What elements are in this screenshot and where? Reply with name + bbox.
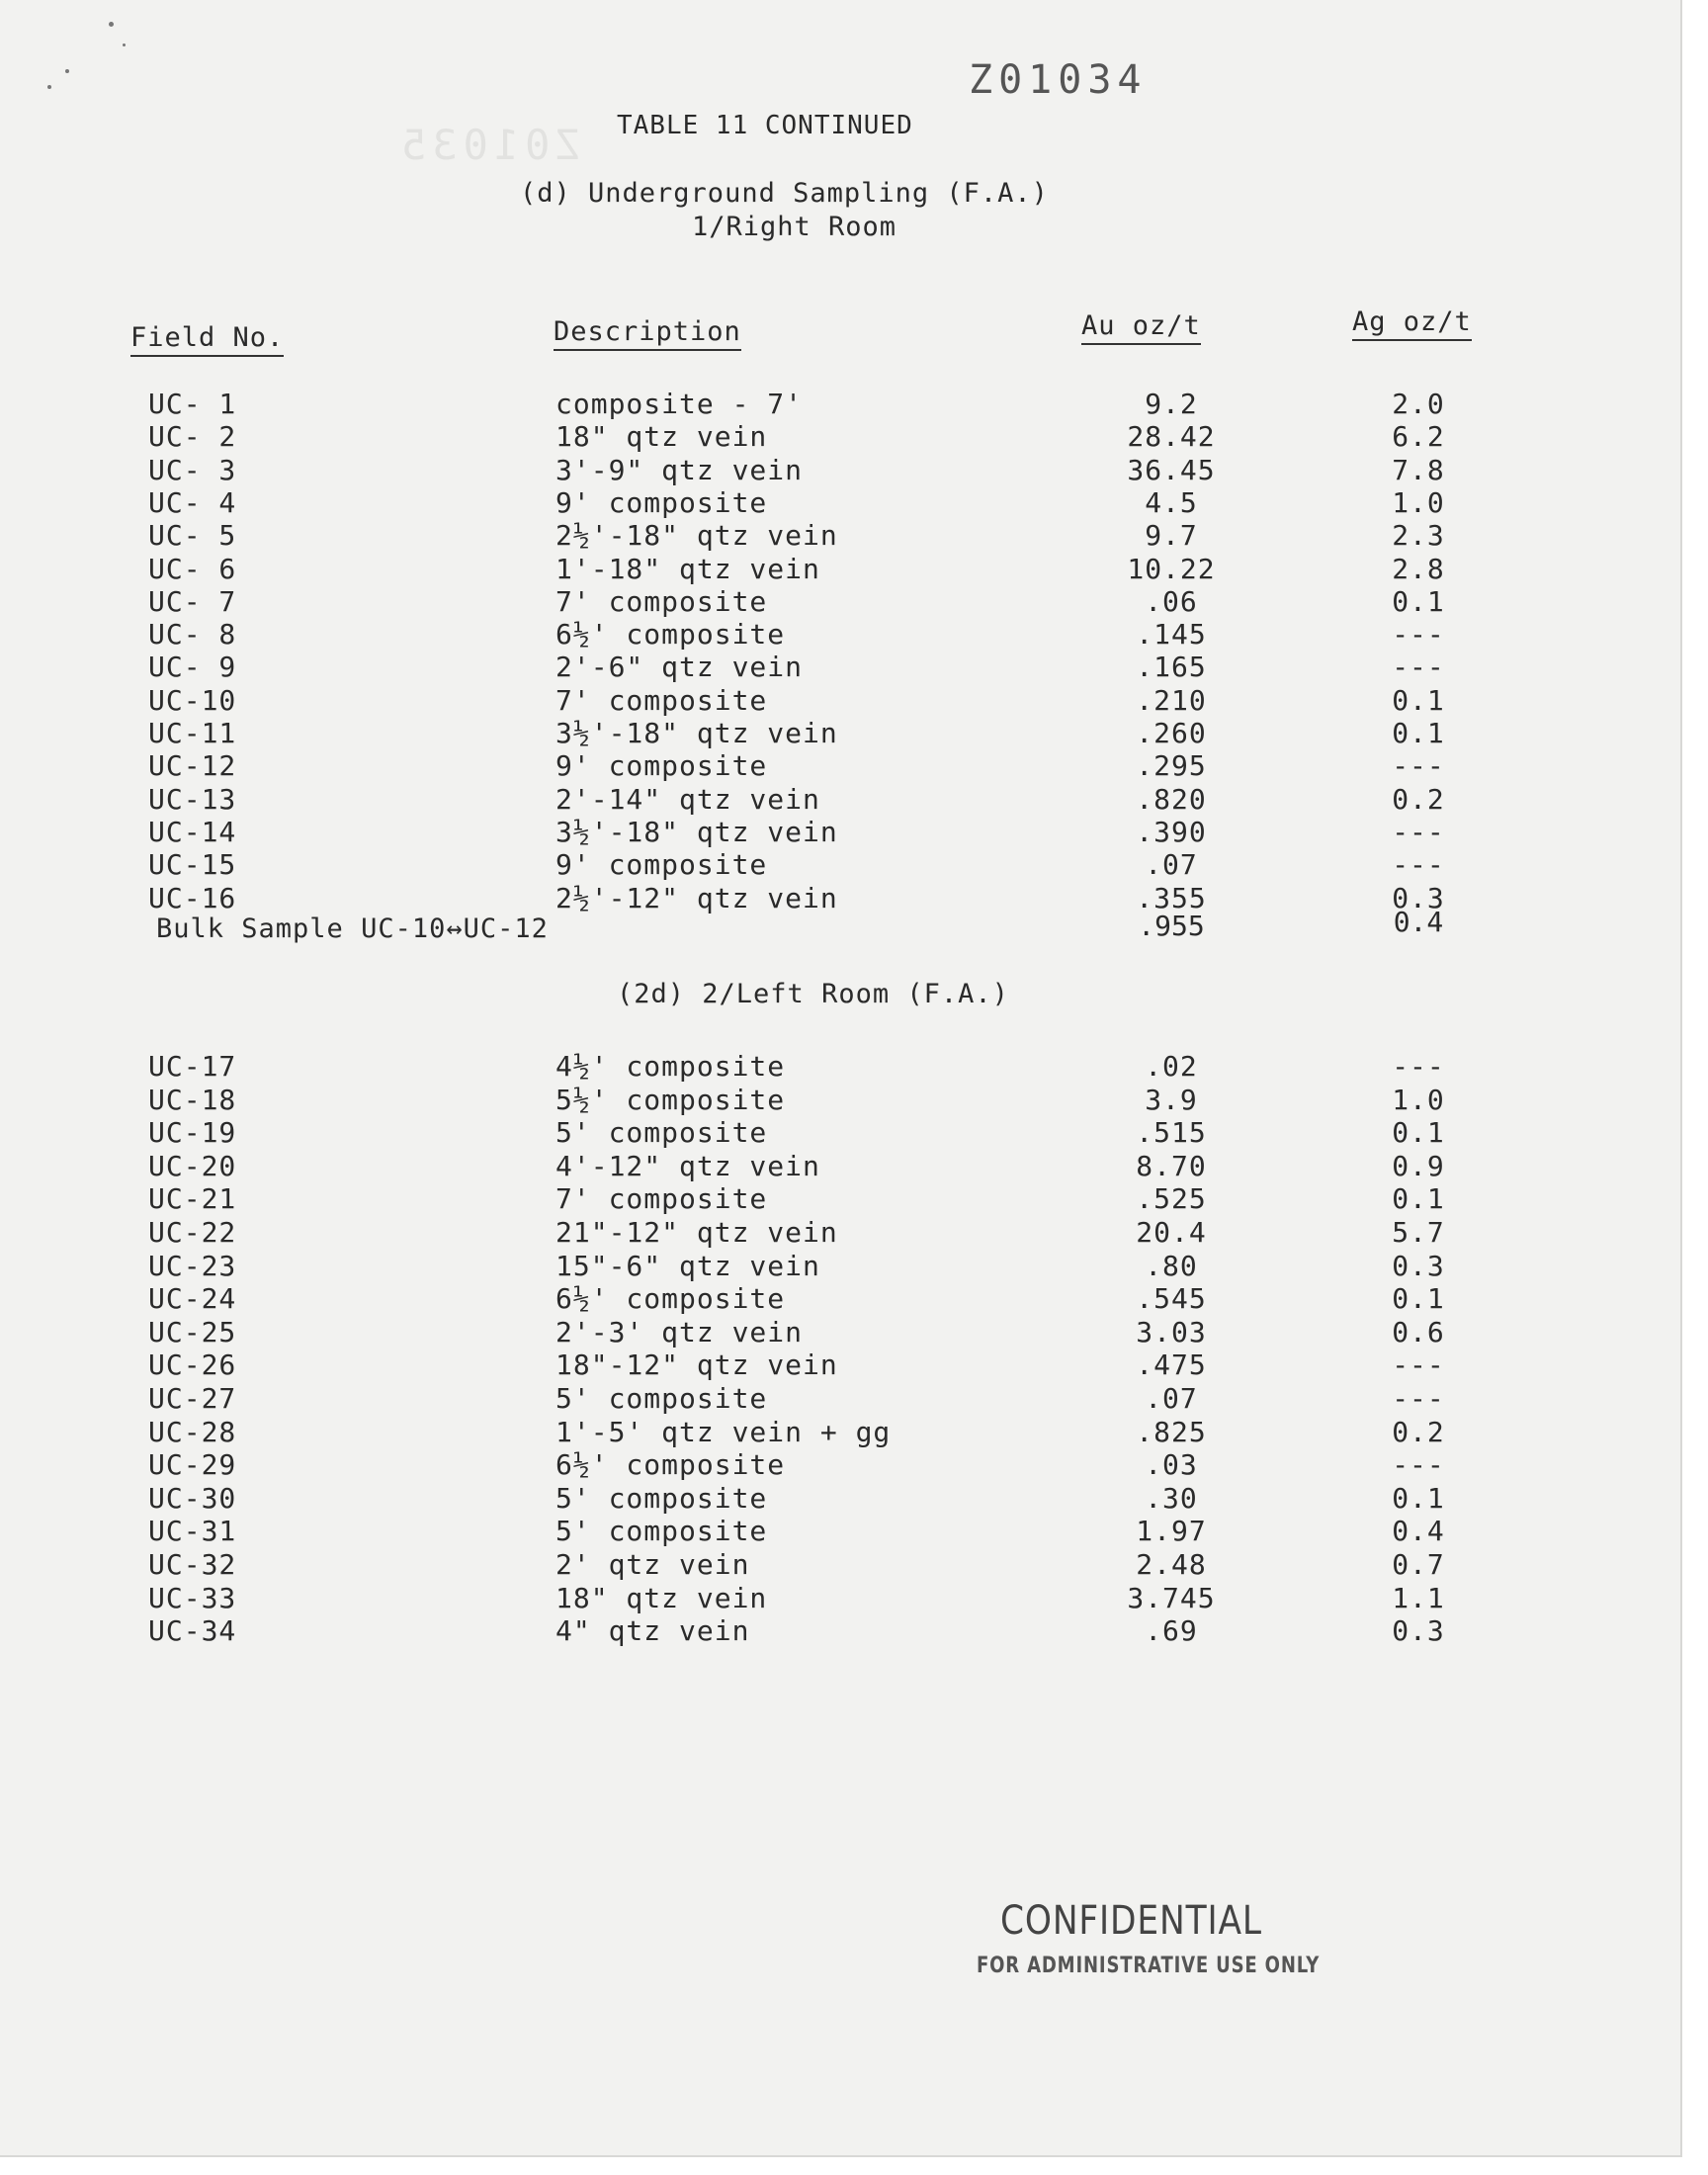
ag-cell: 6.2 — [1392, 420, 1445, 454]
au-cell: .515 — [1136, 1116, 1207, 1150]
field-no-cell: UC-33 — [148, 1581, 237, 1614]
field-no-cell: UC-29 — [148, 1448, 237, 1482]
ag-cell: 0.7 — [1392, 1548, 1445, 1581]
field-no-cell: UC-34 — [148, 1614, 237, 1648]
field-no-cell: UC-30 — [148, 1481, 237, 1515]
au-cell: .820 — [1136, 782, 1207, 816]
ag-cell: 0.3 — [1392, 1249, 1445, 1282]
description-cell: 21"-12" qtz vein — [555, 1216, 838, 1249]
description-cell: 6½' composite — [555, 618, 786, 652]
au-cell: .390 — [1136, 815, 1207, 848]
au-cell: .03 — [1145, 1448, 1198, 1482]
description-cell: 3'-9" qtz vein — [555, 453, 804, 486]
field-no-cell: UC-13 — [148, 782, 237, 816]
scan-speck — [47, 85, 51, 89]
ag-cell: 7.8 — [1392, 453, 1445, 486]
ag-cell: --- — [1392, 848, 1445, 882]
room1-title: 1/Right Room — [692, 212, 897, 242]
ag-cell: --- — [1392, 1348, 1445, 1382]
au-cell: .295 — [1136, 749, 1207, 783]
confidential-stamp: CONFIDENTIAL — [1000, 1898, 1262, 1944]
description-cell: 5' composite — [555, 1116, 768, 1150]
field-no-cell: UC-16 — [148, 881, 237, 914]
description-cell: 9' composite — [555, 485, 768, 519]
table-row — [0, 749, 1680, 782]
au-cell: .07 — [1145, 848, 1198, 882]
description-cell: 1'-18" qtz vein — [555, 552, 820, 585]
table-row — [0, 1116, 1680, 1149]
ag-cell: 0.1 — [1392, 1481, 1445, 1515]
description-cell: composite - 7' — [555, 388, 804, 420]
description-cell: 6½' composite — [555, 1282, 786, 1316]
table-row — [0, 486, 1680, 519]
au-cell: 3.9 — [1145, 1083, 1198, 1116]
au-cell: .165 — [1136, 651, 1207, 684]
field-no-cell: UC- 7 — [148, 584, 237, 618]
au-cell: .355 — [1136, 881, 1207, 914]
column-header-field: Field No. — [130, 322, 284, 357]
description-cell: 2½'-18" qtz vein — [555, 519, 838, 553]
au-cell: .260 — [1136, 717, 1207, 749]
table-row — [0, 783, 1680, 816]
au-cell: .80 — [1145, 1249, 1198, 1282]
au-cell: 9.7 — [1145, 519, 1198, 553]
table-row — [0, 1614, 1680, 1647]
table-row — [0, 1182, 1680, 1215]
description-cell: 5' composite — [555, 1515, 768, 1548]
field-no-cell: UC-22 — [148, 1216, 237, 1249]
table-row — [0, 1382, 1680, 1415]
column-header-description: Description — [554, 316, 741, 351]
field-no-cell: UC-28 — [148, 1415, 237, 1448]
bulk-sample-label: Bulk Sample UC-10↔UC-12 — [156, 914, 549, 944]
table-row — [0, 684, 1680, 717]
description-cell: 2'-3' qtz vein — [555, 1315, 804, 1348]
ag-cell: 0.3 — [1392, 1614, 1445, 1648]
description-cell: 2'-14" qtz vein — [555, 782, 820, 816]
table-row — [0, 388, 1680, 420]
table-row — [0, 1416, 1680, 1448]
table-row — [0, 1448, 1680, 1481]
table-row — [0, 717, 1680, 749]
table-row — [0, 816, 1680, 848]
ag-cell: 1.1 — [1392, 1581, 1445, 1614]
field-no-cell: UC-32 — [148, 1548, 237, 1581]
table-row — [0, 848, 1680, 881]
description-cell: 7' composite — [555, 1182, 768, 1216]
field-no-cell: UC- 1 — [148, 388, 237, 420]
table-row — [0, 1548, 1680, 1581]
description-cell: 4'-12" qtz vein — [555, 1149, 820, 1182]
confidential-stamp-subtitle: FOR ADMINISTRATIVE USE ONLY — [977, 1954, 1321, 1978]
au-cell: .69 — [1145, 1614, 1198, 1648]
description-cell: 18"-12" qtz vein — [555, 1348, 838, 1382]
description-cell: 2'-6" qtz vein — [555, 651, 804, 684]
field-no-cell: UC-10 — [148, 683, 237, 717]
description-cell: 5' composite — [555, 1382, 768, 1415]
au-cell: 10.22 — [1127, 552, 1216, 585]
field-no-cell: UC- 9 — [148, 651, 237, 684]
table-row — [0, 618, 1680, 651]
au-cell: 3.03 — [1136, 1315, 1207, 1348]
au-cell: .07 — [1145, 1382, 1198, 1415]
au-cell: .475 — [1136, 1348, 1207, 1382]
description-cell: 18" qtz vein — [555, 1581, 768, 1614]
au-cell: .825 — [1136, 1415, 1207, 1448]
description-cell: 9' composite — [555, 848, 768, 882]
field-no-cell: UC- 3 — [148, 453, 237, 486]
field-no-cell: UC-15 — [148, 848, 237, 882]
field-no-cell: UC-14 — [148, 815, 237, 848]
table-title: TABLE 11 CONTINUED — [617, 111, 913, 140]
bulk-sample-ag: 0.4 — [1393, 906, 1444, 938]
ag-cell: 0.4 — [1392, 1515, 1445, 1548]
ag-cell: --- — [1392, 1050, 1445, 1083]
au-cell: 8.70 — [1136, 1149, 1207, 1182]
field-no-cell: UC-24 — [148, 1282, 237, 1316]
au-cell: .06 — [1145, 584, 1198, 618]
description-cell: 7' composite — [555, 683, 768, 717]
au-cell: .545 — [1136, 1282, 1207, 1316]
ag-cell: 0.6 — [1392, 1315, 1445, 1348]
au-cell: 20.4 — [1136, 1216, 1207, 1249]
ag-cell: 0.1 — [1392, 1182, 1445, 1216]
column-header-au: Au oz/t — [1081, 310, 1201, 345]
description-cell: 3½'-18" qtz vein — [555, 815, 838, 848]
field-no-cell: UC-19 — [148, 1116, 237, 1150]
column-header-ag: Ag oz/t — [1352, 306, 1472, 341]
section-subtitle: (d) Underground Sampling (F.A.) — [520, 178, 1049, 209]
au-cell: .525 — [1136, 1182, 1207, 1216]
description-cell: 2½'-12" qtz vein — [555, 881, 838, 914]
field-no-cell: UC-11 — [148, 717, 237, 749]
field-no-cell: UC-12 — [148, 749, 237, 783]
ag-cell: 5.7 — [1392, 1216, 1445, 1249]
description-cell: 5½' composite — [555, 1083, 786, 1116]
field-no-cell: UC- 6 — [148, 552, 237, 585]
table-row — [0, 1515, 1680, 1547]
description-cell: 15"-6" qtz vein — [555, 1249, 820, 1282]
bulk-sample-au: .955 — [1138, 910, 1205, 942]
table-row — [0, 1250, 1680, 1282]
ag-cell: 1.0 — [1392, 1083, 1445, 1116]
table-row — [0, 1582, 1680, 1614]
field-no-cell: UC-20 — [148, 1149, 237, 1182]
table-row — [0, 1316, 1680, 1348]
field-no-cell: UC-23 — [148, 1249, 237, 1282]
field-no-cell: UC- 2 — [148, 420, 237, 454]
table-row — [0, 1482, 1680, 1515]
field-no-cell: UC-21 — [148, 1182, 237, 1216]
description-cell: 9' composite — [555, 749, 768, 783]
description-cell: 2' qtz vein — [555, 1548, 750, 1581]
ag-cell: 0.1 — [1392, 717, 1445, 749]
scan-speck — [109, 22, 114, 27]
ag-cell: --- — [1392, 749, 1445, 783]
table-row — [0, 1150, 1680, 1182]
table-row — [0, 420, 1680, 453]
table-row — [0, 1216, 1680, 1249]
description-cell: 4" qtz vein — [555, 1614, 750, 1648]
table-row — [0, 1348, 1680, 1381]
au-cell: 2.48 — [1136, 1548, 1207, 1581]
ag-cell: --- — [1392, 815, 1445, 848]
ag-cell: --- — [1392, 651, 1445, 684]
ag-cell: --- — [1392, 1382, 1445, 1415]
table-row — [0, 454, 1680, 486]
table-row — [0, 1282, 1680, 1315]
au-cell: .02 — [1145, 1050, 1198, 1083]
ag-cell: 2.0 — [1392, 388, 1445, 420]
table-row — [0, 1050, 1680, 1083]
ag-cell: 0.1 — [1392, 1116, 1445, 1150]
description-cell: 3½'-18" qtz vein — [555, 717, 838, 749]
ghost-document-number: Z01035 — [395, 121, 581, 169]
ag-cell: --- — [1392, 1448, 1445, 1482]
field-no-cell: UC- 8 — [148, 618, 237, 652]
description-cell: 6½' composite — [555, 1448, 786, 1482]
au-cell: 3.745 — [1127, 1581, 1216, 1614]
field-no-cell: UC-17 — [148, 1050, 237, 1083]
au-cell: 4.5 — [1145, 485, 1198, 519]
description-cell: 18" qtz vein — [555, 420, 768, 454]
description-cell: 7' composite — [555, 584, 768, 618]
field-no-cell: UC-25 — [148, 1315, 237, 1348]
description-cell: 1'-5' qtz vein + gg — [555, 1415, 892, 1448]
ag-cell: 0.1 — [1392, 584, 1445, 618]
scan-speck — [65, 69, 69, 73]
ag-cell: --- — [1392, 618, 1445, 652]
au-cell: 9.2 — [1145, 388, 1198, 420]
table-row — [0, 553, 1680, 585]
field-no-cell: UC- 5 — [148, 519, 237, 553]
ag-cell: 0.2 — [1392, 1415, 1445, 1448]
description-cell: 5' composite — [555, 1481, 768, 1515]
au-cell: 28.42 — [1127, 420, 1216, 454]
au-cell: .145 — [1136, 618, 1207, 652]
ag-cell: 0.9 — [1392, 1149, 1445, 1182]
field-no-cell: UC-26 — [148, 1348, 237, 1382]
ag-cell: 2.3 — [1392, 519, 1445, 553]
ag-cell: 0.1 — [1392, 683, 1445, 717]
table-row — [0, 519, 1680, 552]
field-no-cell: UC-27 — [148, 1382, 237, 1415]
ag-cell: 0.3 — [1392, 881, 1445, 914]
ag-cell: 1.0 — [1392, 485, 1445, 519]
au-cell: 1.97 — [1136, 1515, 1207, 1548]
field-no-cell: UC-31 — [148, 1515, 237, 1548]
scan-speck — [123, 44, 126, 46]
field-no-cell: UC-18 — [148, 1083, 237, 1116]
au-cell: .210 — [1136, 683, 1207, 717]
description-cell: 4½' composite — [555, 1050, 786, 1083]
field-no-cell: UC- 4 — [148, 485, 237, 519]
document-number: Z01034 — [969, 57, 1148, 103]
au-cell: .30 — [1145, 1481, 1198, 1515]
ag-cell: 2.8 — [1392, 552, 1445, 585]
room2-title: (2d) 2/Left Room (F.A.) — [617, 979, 1009, 1009]
table-row — [0, 1084, 1680, 1116]
au-cell: 36.45 — [1127, 453, 1216, 486]
table-row — [0, 651, 1680, 683]
table-row — [0, 585, 1680, 618]
ag-cell: 0.1 — [1392, 1282, 1445, 1316]
ag-cell: 0.2 — [1392, 782, 1445, 816]
